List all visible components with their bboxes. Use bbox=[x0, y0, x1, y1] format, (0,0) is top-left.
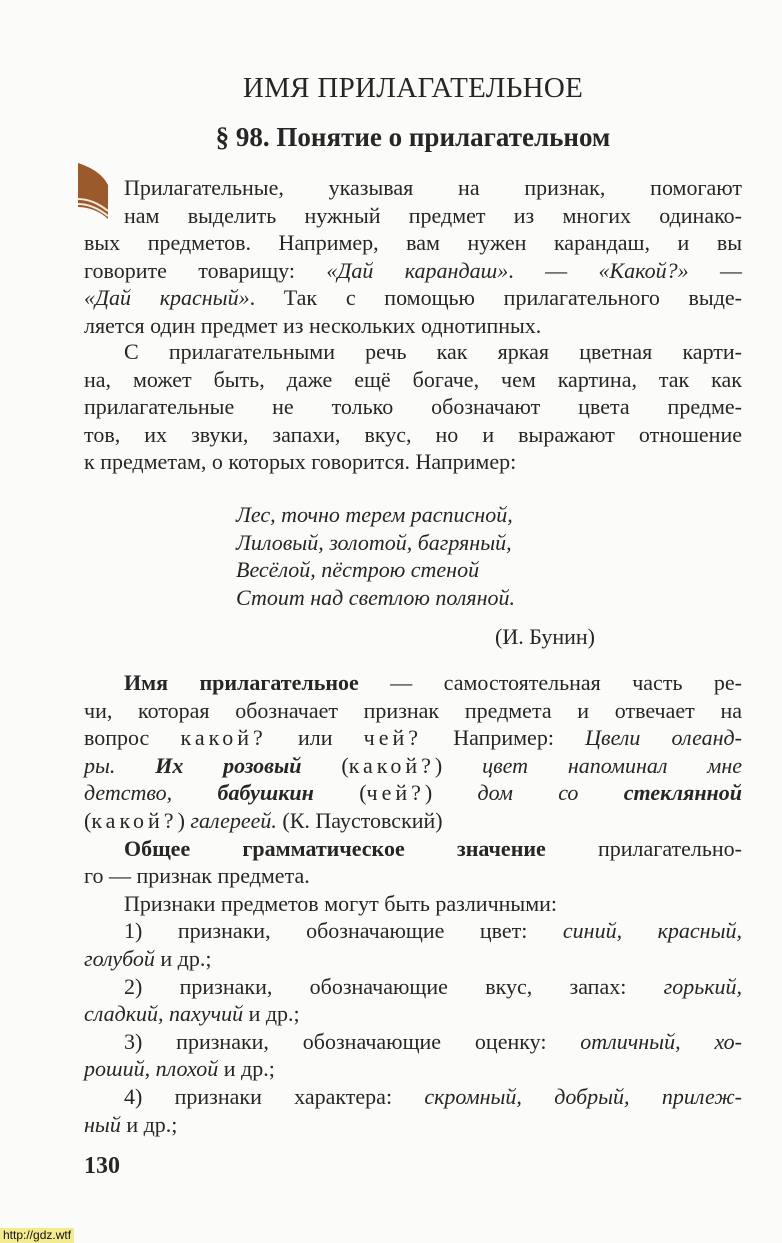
text-segment: ) bbox=[177, 807, 191, 833]
text-line bbox=[236, 529, 636, 557]
text-line bbox=[84, 257, 742, 285]
text-segment: к предметам, о которых говорится. Например: bbox=[84, 449, 517, 475]
text-segment: нам выделить нужный предмет из многих одинако- bbox=[124, 202, 742, 228]
text-segment: — самостоятельная часть ре- bbox=[358, 670, 743, 695]
text-segment: роший, плохой bbox=[84, 1056, 219, 1082]
text-segment: какой? bbox=[91, 807, 178, 833]
text-segment: ный bbox=[84, 1111, 121, 1137]
text-line bbox=[84, 393, 742, 421]
text-segment: . Так с помощью прилагательного выде- bbox=[249, 285, 742, 311]
paragraph-intro bbox=[84, 174, 742, 340]
text-segment: скромный, добрый, прилеж- bbox=[424, 1083, 742, 1109]
text-segment: тов, их звуки, запахи, вкус, но и выражают отношение bbox=[84, 421, 742, 447]
text-line bbox=[84, 229, 742, 257]
text-line bbox=[84, 890, 742, 918]
text-segment: какой? bbox=[348, 752, 435, 778]
text-line bbox=[84, 421, 742, 449]
text-segment: говорите товарищу: bbox=[84, 257, 327, 283]
text-segment: «Дай карандаш» bbox=[326, 257, 509, 283]
text-segment: вых предметов. Например, вам нужен карандаш, и вы bbox=[84, 230, 742, 256]
text-segment: Лиловый, золотой, багряный, bbox=[236, 529, 512, 555]
text-segment: на, может быть, даже ещё богаче, чем картина, так как bbox=[84, 366, 742, 392]
text-segment: Лес, точно терем расписной, bbox=[236, 502, 513, 527]
text-line bbox=[84, 945, 742, 973]
text-segment: и др.; bbox=[218, 1056, 275, 1082]
section-title: § 98. Понятие о прилагательном bbox=[215, 122, 611, 152]
text-line bbox=[84, 1055, 742, 1083]
text-segment: или bbox=[266, 725, 364, 751]
text-segment: «Какой?» bbox=[598, 257, 689, 283]
text-segment: прилагательно- bbox=[545, 835, 743, 861]
text-segment: . — bbox=[508, 257, 599, 283]
text-line bbox=[236, 501, 636, 529]
text-line bbox=[84, 312, 742, 340]
text-line bbox=[84, 366, 742, 394]
text-line bbox=[84, 1000, 742, 1028]
page-number: 130 bbox=[84, 1153, 120, 1179]
text-segment: Их розовый bbox=[155, 752, 302, 778]
text-segment: ляется один предмет из нескольких однотипных. bbox=[84, 312, 542, 338]
text-segment: ры. bbox=[84, 752, 156, 778]
text-line bbox=[84, 835, 742, 863]
text-line bbox=[84, 284, 742, 312]
text-segment: цвет напоминал мне bbox=[482, 752, 743, 778]
text-line bbox=[84, 669, 742, 697]
text-segment: С прилагательными речь как яркая цветная карти- bbox=[124, 339, 742, 364]
text-segment: Прилагательные, указывая на признак, помогают bbox=[124, 175, 742, 200]
text-segment: вопрос bbox=[84, 725, 181, 751]
text-segment: отличный, хо- bbox=[580, 1028, 742, 1054]
text-segment: ) bbox=[434, 752, 483, 778]
text-segment: Цвели олеанд- bbox=[585, 725, 742, 751]
poem-quote bbox=[236, 501, 636, 611]
text-segment: 2) признаки, обозначающие вкус, запах: bbox=[124, 973, 664, 999]
chapter-heading: ИМЯ ПРИЛАГАТЕЛЬНОЕ bbox=[242, 72, 584, 104]
text-segment: Имя прилагательное bbox=[124, 670, 359, 695]
text-line bbox=[84, 448, 742, 476]
text-segment: 3) признаки, обозначающие оценку: bbox=[124, 1028, 581, 1054]
text-line bbox=[84, 1111, 742, 1139]
text-segment: ( bbox=[313, 780, 367, 806]
text-segment: дом со bbox=[477, 780, 624, 806]
text-line bbox=[84, 174, 742, 202]
text-segment: го — признак предмета. bbox=[84, 863, 310, 889]
text-segment: голубой bbox=[84, 945, 155, 971]
text-segment: ( bbox=[301, 752, 349, 778]
text-line bbox=[84, 752, 742, 780]
text-segment: ( bbox=[84, 807, 92, 833]
text-line bbox=[84, 779, 742, 807]
text-segment: 4) признаки характера: bbox=[124, 1083, 425, 1109]
paragraph-definition bbox=[84, 669, 742, 1138]
poem-source: (И. Бунин) bbox=[495, 624, 595, 649]
paragraph-comparison bbox=[84, 338, 742, 476]
text-segment: Например: bbox=[422, 725, 586, 751]
text-segment: стеклянной bbox=[623, 780, 742, 806]
text-segment: чей? bbox=[366, 780, 425, 806]
text-line bbox=[84, 917, 742, 945]
text-line bbox=[236, 556, 636, 584]
text-segment: Общее грамматическое значение bbox=[124, 835, 546, 861]
text-segment: (К. Паустовский) bbox=[276, 807, 443, 833]
watermark-link[interactable]: http://gdz.wtf bbox=[0, 1228, 74, 1243]
text-line bbox=[84, 807, 742, 835]
text-line bbox=[236, 584, 636, 612]
text-line bbox=[84, 724, 742, 752]
text-segment: чи, которая обозначает признак предмета и отвечает на bbox=[84, 697, 742, 723]
text-line bbox=[84, 697, 742, 725]
text-segment: и др.; bbox=[243, 1001, 300, 1027]
text-segment: «Дай красный» bbox=[84, 285, 250, 311]
text-segment: синий, красный, bbox=[562, 918, 742, 944]
text-segment: чей? bbox=[363, 725, 423, 751]
text-segment: бабушкин bbox=[217, 780, 314, 806]
text-segment: сладкий, пахучий bbox=[84, 1001, 244, 1027]
text-segment: и др.; bbox=[120, 1111, 178, 1137]
text-segment: горький, bbox=[663, 973, 742, 999]
text-segment: ) bbox=[424, 780, 478, 806]
text-segment: Стоит над светлою поляной. bbox=[236, 584, 516, 610]
text-segment: и др.; bbox=[154, 945, 212, 971]
text-line bbox=[84, 1028, 742, 1056]
text-segment: — bbox=[688, 257, 743, 283]
text-line bbox=[84, 862, 742, 890]
text-segment: Весёлой, пёстрою стеной bbox=[236, 557, 480, 583]
text-line bbox=[84, 973, 742, 1001]
text-segment: прилагательные не только обозначают цвета предме- bbox=[84, 394, 742, 420]
text-segment: детство, bbox=[84, 780, 218, 806]
text-line bbox=[84, 338, 742, 366]
text-line bbox=[84, 202, 742, 230]
text-segment: галереей. bbox=[190, 807, 277, 833]
text-segment: Признаки предметов могут быть различными: bbox=[124, 890, 558, 916]
text-segment: 1) признаки, обозначающие цвет: bbox=[124, 918, 563, 944]
text-segment: какой? bbox=[180, 725, 267, 751]
text-line bbox=[84, 1083, 742, 1111]
